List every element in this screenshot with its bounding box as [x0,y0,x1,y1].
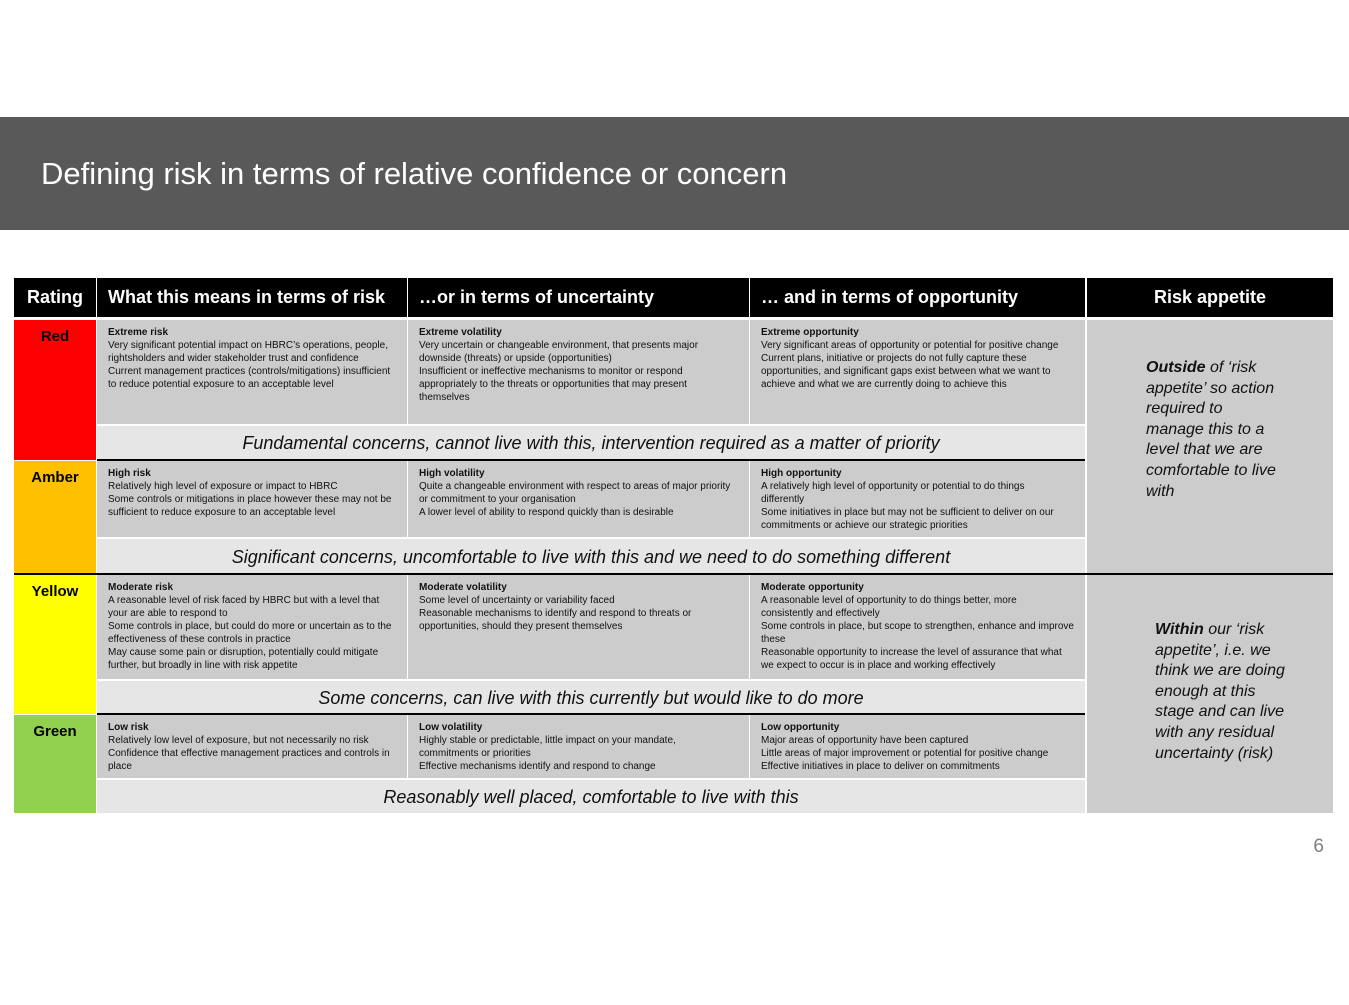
red-risk-cell [97,320,407,424]
cell-heading: Low opportunity [761,722,840,733]
cell-line: Very significant areas of opportunity or potential for positive change [761,340,1059,351]
cell-line: Some level of uncertainty or variability faced [419,595,615,606]
appetite-line: uncertainty (risk) [1155,744,1274,762]
cell-line: place [108,761,132,772]
appetite-line: with [1146,482,1175,500]
cell-line: A relatively high level of opportunity or potential to do things [761,481,1025,492]
cell-line: Reasonable opportunity to increase the level of assurance that what [761,647,1062,658]
cell-line: effectiveness of these controls in practice [108,634,291,645]
cell-line: to reduce potential exposure to an acceptable level [108,379,334,390]
cell-line: Some controls or mitigations in place however these may not be [108,494,392,505]
appetite-line: required to [1146,400,1223,418]
cell-line: appropriately to the threats or opportunities that may present [419,379,687,390]
red-uncertainty-cell [408,320,749,424]
header-appetite: Risk appetite [1087,278,1333,317]
cell-line: Relatively high level of exposure or impact to HBRC [108,481,338,492]
cell-line: consistently and effectively [761,608,880,619]
yellow-summary: Some concerns, can live with this currently but would like to do more [97,681,1085,713]
cell-line: themselves [419,392,470,403]
header-rating: Rating [14,278,96,317]
appetite-line: our ‘risk [1208,621,1265,638]
cell-line: Quite a changeable environment with respect to areas of major priority [419,481,731,492]
cell-line: Some controls in place, but could do more or uncertain as to the [108,621,392,632]
appetite-line: level that we are [1146,441,1263,459]
cell-heading: Extreme opportunity [761,327,859,338]
cell-line: Current plans, initiative or projects do not fully capture these [761,353,1027,364]
cell-heading: Moderate opportunity [761,582,864,593]
cell-line: A lower level of ability to respond quickly than is desirable [419,507,674,518]
appetite-outside-cell [1087,320,1333,573]
cell-line: Major areas of opportunity have been captured [761,735,969,746]
rating-red: Red [14,320,96,460]
appetite-line: appetite’, i.e. we [1155,641,1271,659]
cell-line: Very uncertain or changeable environment, that presents major [419,340,699,351]
yellow-opportunity-cell [750,575,1085,679]
cell-line: rightsholders and wider stakeholder trust and confidence [108,353,359,364]
page-title: Defining risk in terms of relative confidence or concern [41,156,788,191]
cell-heading: Moderate risk [108,582,174,593]
appetite-line: think we are doing [1155,662,1285,680]
green-opportunity-cell [750,715,1085,778]
cell-heading: Extreme risk [108,327,169,338]
cell-line: achieve and what we are currently doing to achieve this [761,379,1007,390]
cell-heading: High opportunity [761,468,842,479]
amber-uncertainty-cell [408,461,749,537]
amber-risk-cell [97,461,407,537]
cell-line: opportunities, and significant gaps exist between what we want to [761,366,1051,377]
cell-heading: High volatility [419,468,485,479]
appetite-line: manage this to a [1146,420,1265,438]
cell-line: Reasonable mechanisms to identify and respond to threats or [419,608,692,619]
cell-line: Highly stable or predictable, little impact on your mandate, [419,735,676,746]
appetite-text [1146,358,1333,379]
cell-line: Some controls in place, but scope to strengthen, enhance and improve [761,621,1074,632]
cell-line: Relatively low level of exposure, but not necessarily no risk [108,735,369,746]
green-risk-cell [97,715,407,778]
cell-line: Effective initiatives in place to deliver on commitments [761,761,1000,772]
cell-line: May cause some pain or disruption, potentially could mitigate [108,647,379,658]
appetite-within-cell [1087,575,1333,813]
cell-line: further, but broadly in line with risk appetite [108,660,298,671]
cell-line: Very significant potential impact on HBRC’s operations, people, [108,340,388,351]
header-opportunity: … and in terms of opportunity [750,278,1085,317]
cell-line: Effective mechanisms identify and respond to change [419,761,656,772]
yellow-risk-cell [97,575,407,679]
cell-heading: Low risk [108,722,149,733]
cell-heading: Low volatility [419,722,483,733]
cell-line: Little areas of major improvement or potential for positive change [761,748,1049,759]
cell-line: we expect to occur is in place and working effectively [761,660,996,671]
rating-yellow: Yellow [14,575,96,714]
cell-heading: High risk [108,468,151,479]
cell-line: commitments or achieve our strategic priorities [761,520,968,531]
appetite-line: with any residual [1155,723,1275,741]
red-summary: Fundamental concerns, cannot live with this, intervention required as a matter of priority [97,426,1085,459]
page-number: 6 [1313,836,1324,857]
amber-summary: Significant concerns, uncomfortable to live with this and we need to do something different [97,539,1085,573]
yellow-uncertainty-cell [408,575,749,679]
cell-line: Insufficient or ineffective mechanisms to monitor or respond [419,366,683,377]
cell-line: Current management practices (controls/mitigations) insufficient [108,366,391,377]
cell-line: A reasonable level of opportunity to do things better, more [761,595,1017,606]
cell-line: commitments or priorities [419,748,531,759]
cell-line: opportunities, should they present themselves [419,621,623,632]
header-uncertainty: …or in terms of uncertainty [408,278,749,317]
cell-line: downside (threats) or upside (opportunities) [419,353,612,364]
amber-opportunity-cell [750,461,1085,537]
appetite-line: of ‘risk [1210,359,1257,376]
appetite-lead: Outside [1146,359,1206,376]
cell-line: Some initiatives in place but may not be sufficient to deliver on our [761,507,1054,518]
cell-line: Confidence that effective management practices and controls in [108,748,390,759]
green-summary: Reasonably well placed, comfortable to live with this [97,780,1085,813]
cell-heading: Extreme volatility [419,327,502,338]
rating-amber: Amber [14,461,96,573]
green-uncertainty-cell [408,715,749,778]
appetite-text [1155,620,1333,641]
cell-line: differently [761,494,805,505]
cell-line: or commitment to your organisation [419,494,576,505]
appetite-line: appetite’ so action [1146,379,1275,397]
appetite-line: enough at this [1155,682,1256,700]
red-opportunity-cell [750,320,1085,424]
cell-heading: Moderate volatility [419,582,507,593]
cell-line: these [761,634,786,645]
cell-line: your are able to respond to [108,608,228,619]
appetite-lead: Within [1155,621,1204,638]
cell-line: A reasonable level of risk faced by HBRC but with a level that [108,595,380,606]
appetite-line: comfortable to live [1146,461,1276,479]
rating-green: Green [14,715,96,813]
appetite-line: stage and can live [1155,703,1284,721]
cell-line: sufficient to reduce exposure to an acceptable level [108,507,336,518]
header-risk: What this means in terms of risk [97,278,407,317]
